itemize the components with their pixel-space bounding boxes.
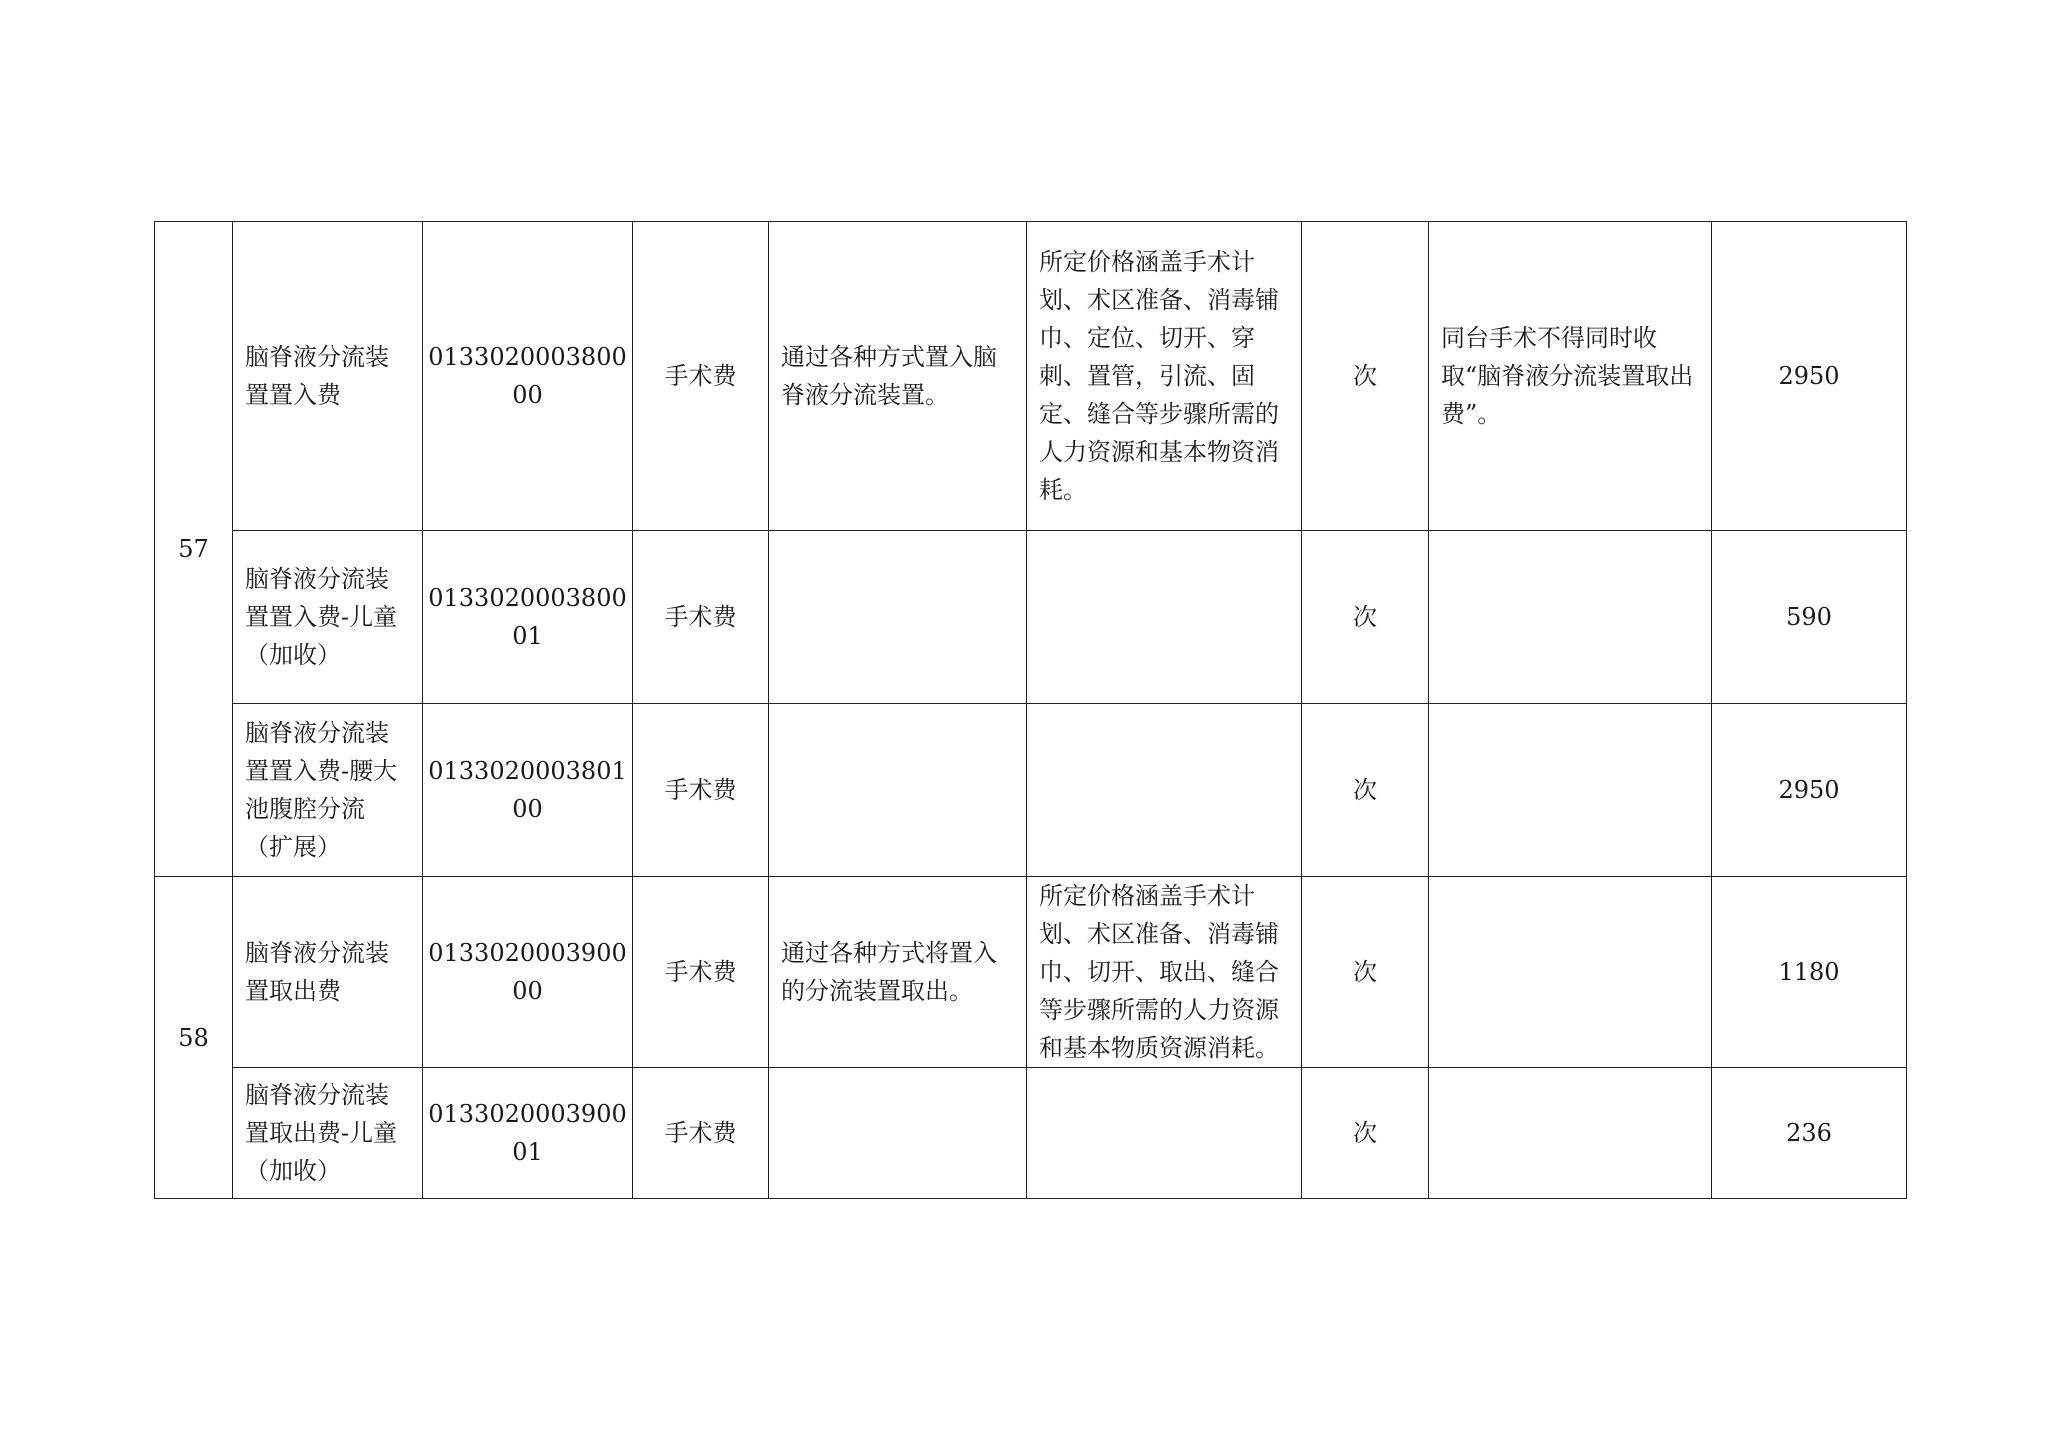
table-row	[155, 1068, 1907, 1199]
table-row	[155, 222, 1907, 531]
content-cell: 通过各种方式置入脑脊液分流装置。	[769, 222, 1027, 531]
seq-cell: 58	[155, 877, 233, 1199]
price-cell: 590	[1712, 531, 1907, 704]
price-cell: 2950	[1712, 222, 1907, 531]
fee-table	[154, 221, 1907, 1199]
scope-cell: 所定价格涵盖手术计划、术区准备、消毒铺巾、定位、切开、穿刺、置管，引流、固定、缝合等步骤所需的人力资源和基本物资消耗。	[1027, 222, 1302, 531]
item-name-cell: 脑脊液分流装置取出费	[233, 877, 423, 1068]
note-cell	[1429, 704, 1712, 877]
item-name-cell: 脑脊液分流装置置入费-儿童（加收）	[233, 531, 423, 704]
unit-cell: 次	[1302, 531, 1429, 704]
item-code-cell: 013302000380100	[423, 704, 633, 877]
item-code-cell: 013302000390000	[423, 877, 633, 1068]
scope-cell	[1027, 704, 1302, 877]
category-cell: 手术费	[633, 222, 769, 531]
item-code-cell: 013302000380001	[423, 531, 633, 704]
unit-cell: 次	[1302, 222, 1429, 531]
scope-cell	[1027, 531, 1302, 704]
item-name-cell: 脑脊液分流装置取出费-儿童（加收）	[233, 1068, 423, 1199]
item-name-cell: 脑脊液分流装置置入费-腰大池腹腔分流（扩展）	[233, 704, 423, 877]
content-cell	[769, 704, 1027, 877]
category-cell: 手术费	[633, 877, 769, 1068]
note-cell	[1429, 1068, 1712, 1199]
scope-cell	[1027, 1068, 1302, 1199]
unit-cell: 次	[1302, 704, 1429, 877]
note-cell	[1429, 877, 1712, 1068]
scope-cell: 所定价格涵盖手术计划、术区准备、消毒铺巾、切开、取出、缝合等步骤所需的人力资源和基本物质资源消耗。	[1027, 877, 1302, 1068]
seq-cell: 57	[155, 222, 233, 877]
note-cell: 同台手术不得同时收取“脑脊液分流装置取出费”。	[1429, 222, 1712, 531]
category-cell: 手术费	[633, 704, 769, 877]
content-cell	[769, 531, 1027, 704]
note-cell	[1429, 531, 1712, 704]
price-cell: 2950	[1712, 704, 1907, 877]
item-code-cell: 013302000390001	[423, 1068, 633, 1199]
price-cell: 236	[1712, 1068, 1907, 1199]
content-cell: 通过各种方式将置入的分流装置取出。	[769, 877, 1027, 1068]
category-cell: 手术费	[633, 1068, 769, 1199]
category-cell: 手术费	[633, 531, 769, 704]
price-cell: 1180	[1712, 877, 1907, 1068]
content-cell	[769, 1068, 1027, 1199]
table-row	[155, 531, 1907, 704]
unit-cell: 次	[1302, 877, 1429, 1068]
item-name-cell: 脑脊液分流装置置入费	[233, 222, 423, 531]
table-row	[155, 877, 1907, 1068]
table-row	[155, 704, 1907, 877]
item-code-cell: 013302000380000	[423, 222, 633, 531]
unit-cell: 次	[1302, 1068, 1429, 1199]
